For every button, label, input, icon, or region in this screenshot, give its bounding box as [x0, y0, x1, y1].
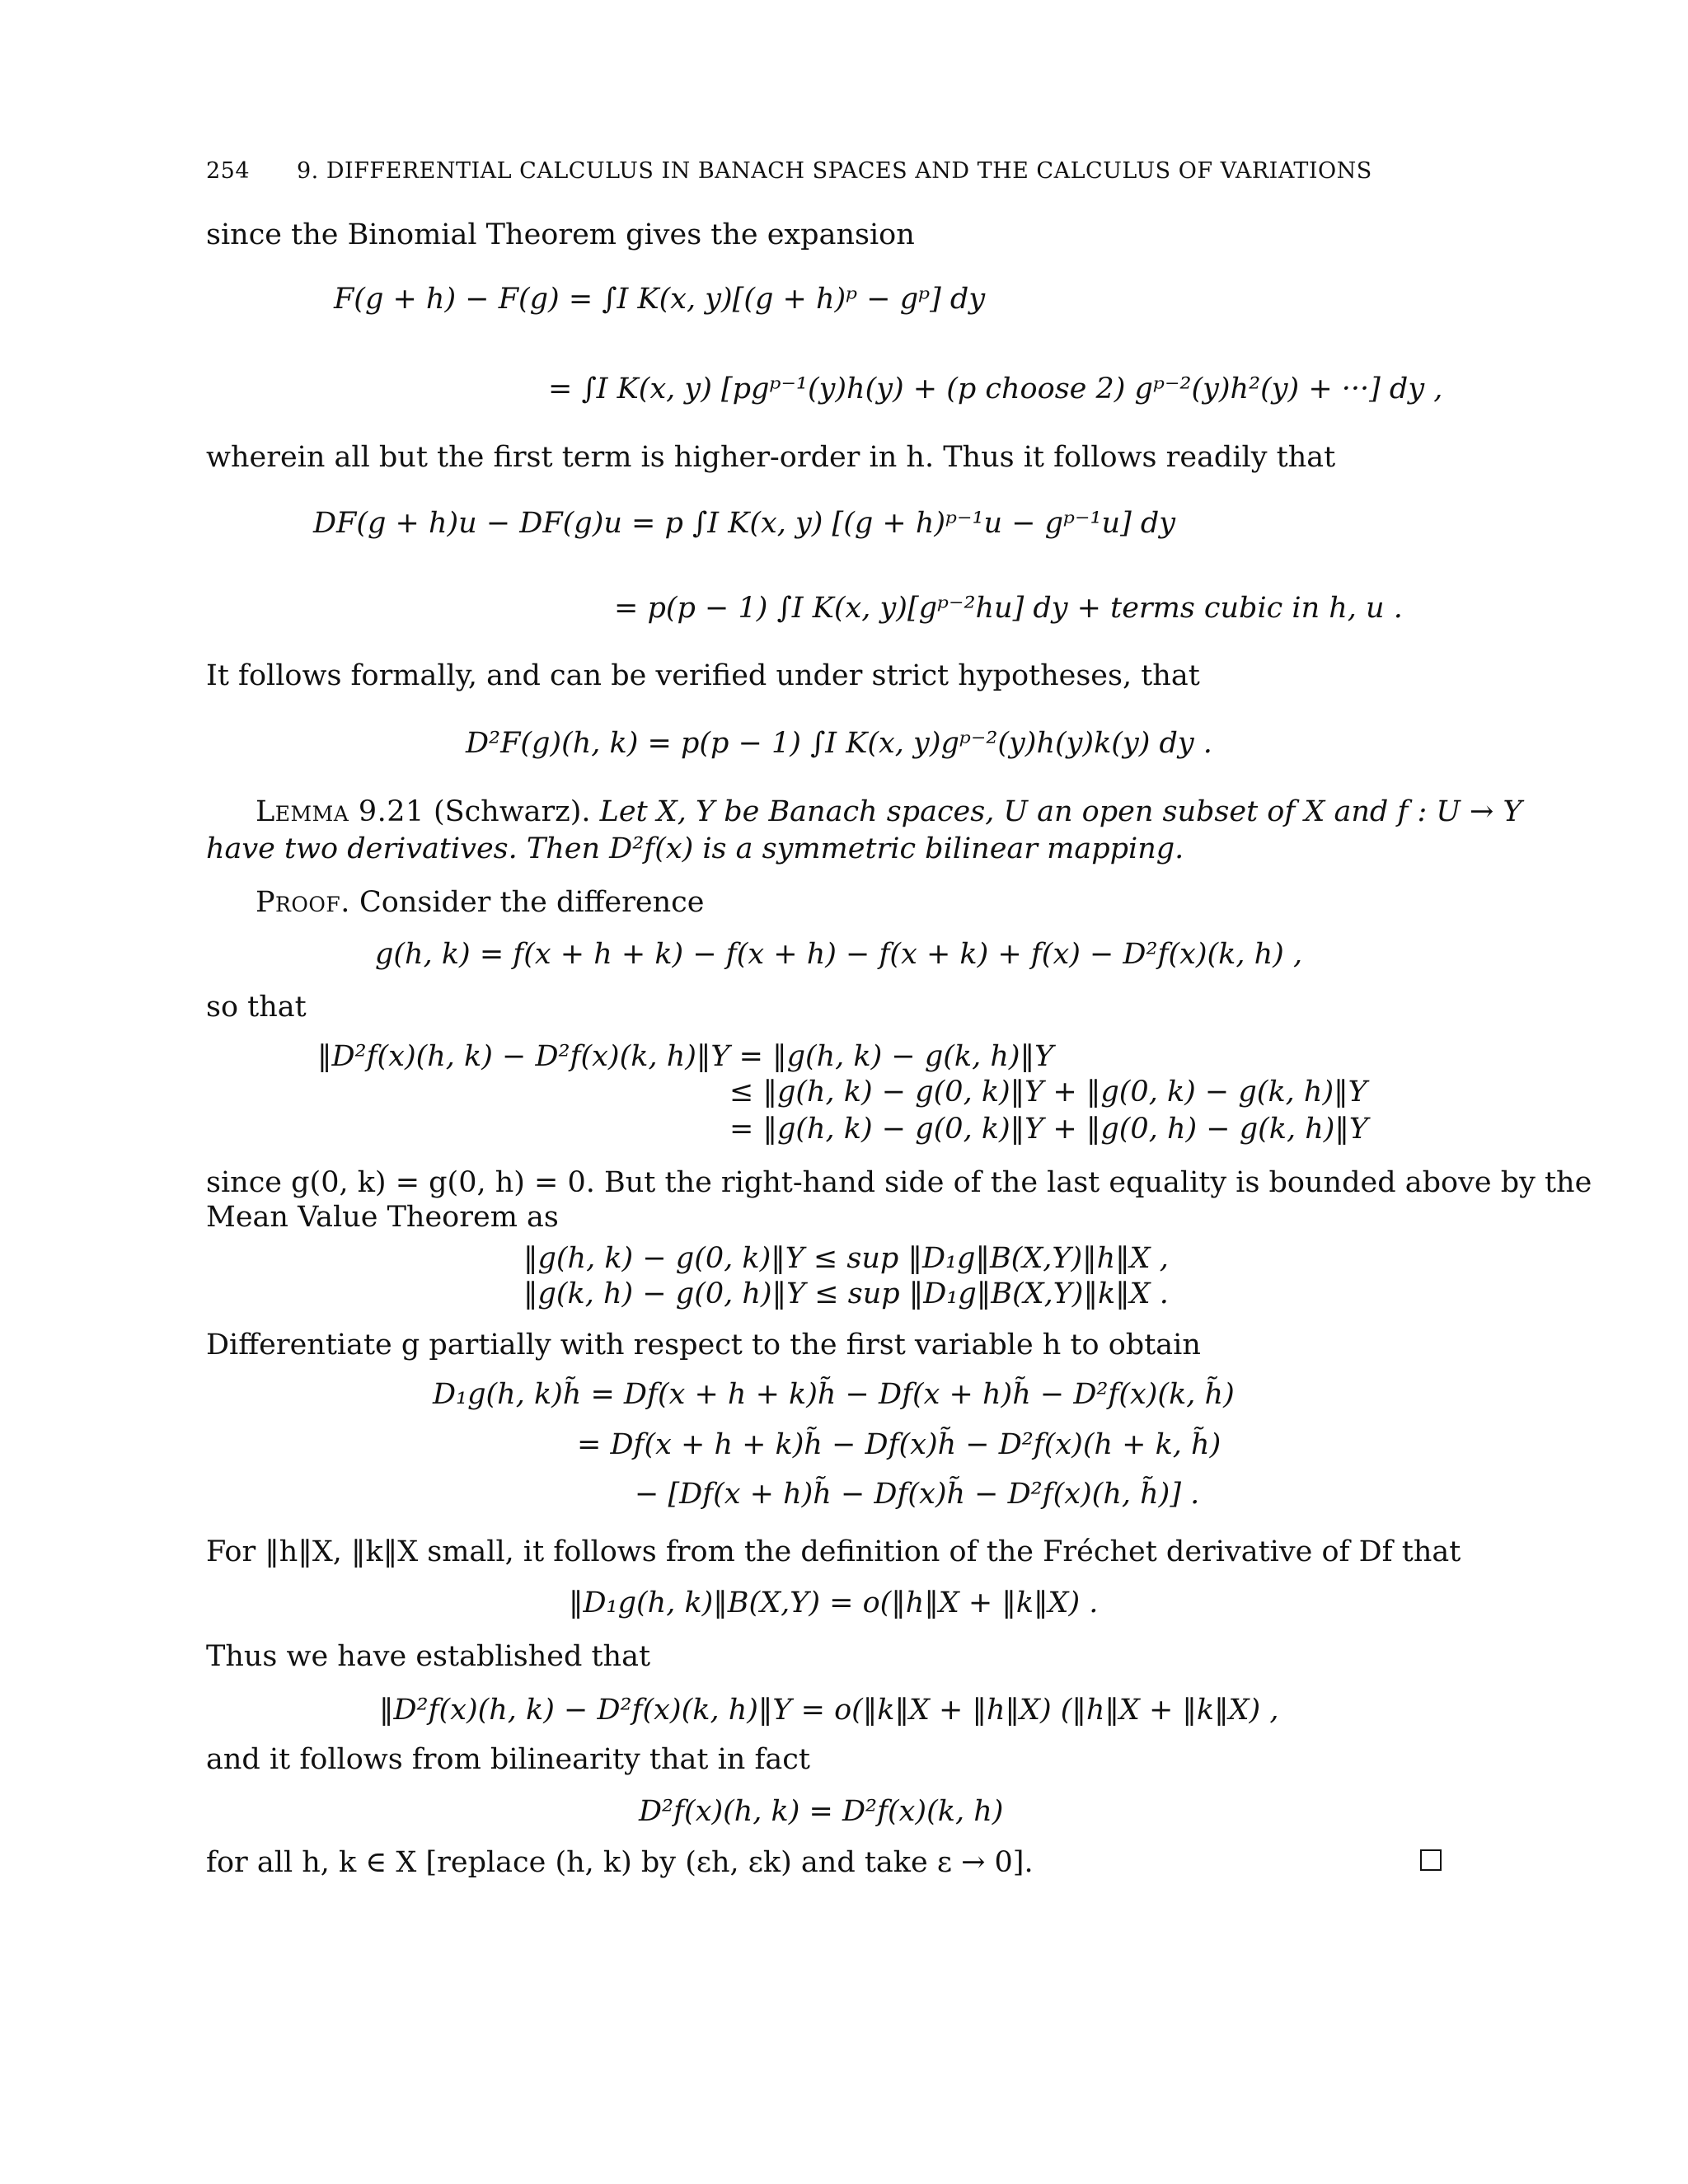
equation-7c: − [Df(x + h)h̃ − Df(x)h̃ − D²f(x)(h, h̃)] . [635, 1478, 1200, 1511]
paragraph-3: It follows formally, and can be verified under strict hypotheses, that [206, 659, 1200, 692]
proof-text: Consider the difference [359, 886, 705, 919]
equation-6b: ‖g(k, h) − g(0, h)‖Y ≤ sup ‖D₁g‖B(X,Y)‖k‖X . [523, 1277, 1169, 1310]
paragraph-4a: since g(0, k) = g(0, h) = 0. But the right-hand side of the last equality is bounded above by the [206, 1166, 1592, 1199]
equation-1b: = ∫I K(x, y) [pgᵖ⁻¹(y)h(y) + (p choose 2) gᵖ⁻²(y)h²(y) + ···] dy , [548, 373, 1443, 405]
lemma-name: (Schwarz). [433, 795, 591, 828]
equation-8: ‖D₁g(h, k)‖B(X,Y) = o(‖h‖X + ‖k‖X) . [569, 1586, 1099, 1619]
paragraph-9: for all h, k ∈ X [replace (h, k) by (εh, εk) and take ε → 0]. [206, 1846, 1034, 1879]
page-number: 254 [206, 158, 251, 184]
so-that: so that [206, 991, 307, 1024]
proof-start [256, 886, 704, 919]
lemma-line-1 [256, 795, 1522, 828]
equation-9: ‖D²f(x)(h, k) − D²f(x)(k, h)‖Y = o(‖k‖X + ‖h‖X) (‖h‖X + ‖k‖X) , [379, 1694, 1279, 1727]
paragraph-4b: Mean Value Theorem as [206, 1201, 559, 1234]
equation-2b: = p(p − 1) ∫I K(x, y)[gᵖ⁻²hu] dy + terms cubic in h, u . [614, 592, 1403, 625]
paragraph-7: Thus we have established that [206, 1640, 651, 1673]
equation-7a: D₁g(h, k)h̃ = Df(x + h + k)h̃ − Df(x + h)h̃ − D²f(x)(k, h̃) [433, 1378, 1235, 1411]
equation-5a: ‖D²f(x)(h, k) − D²f(x)(k, h)‖Y = ‖g(h, k) − g(k, h)‖Y [317, 1040, 1054, 1073]
equation-3: D²F(g)(h, k) = p(p − 1) ∫I K(x, y)gᵖ⁻²(y)h(y)k(y) dy . [466, 727, 1212, 760]
equation-10: D²f(x)(h, k) = D²f(x)(k, h) [639, 1795, 1004, 1828]
lemma-statement-1: Let X, Y be Banach spaces, U an open subset of X and f : U → Y [599, 795, 1522, 828]
running-header [206, 158, 1372, 184]
equation-6a: ‖g(h, k) − g(0, k)‖Y ≤ sup ‖D₁g‖B(X,Y)‖h‖X , [523, 1242, 1169, 1275]
equation-2a: DF(g + h)u − DF(g)u = p ∫I K(x, y) [(g + h)ᵖ⁻¹u − gᵖ⁻¹u] dy [313, 507, 1176, 540]
paragraph-6: For ‖h‖X, ‖k‖X small, it follows from the definition of the Fréchet derivative of Df that [206, 1535, 1461, 1568]
equation-1a: F(g + h) − F(g) = ∫I K(x, y)[(g + h)ᵖ − gᵖ] dy [334, 283, 986, 316]
running-title: 9. DIFFERENTIAL CALCULUS IN BANACH SPACES AND THE CALCULUS OF VARIATIONS [297, 158, 1372, 184]
paragraph-2: wherein all but the first term is higher-order in h. Thus it follows readily that [206, 441, 1336, 474]
qed-square-icon [1420, 1849, 1442, 1871]
equation-7b: = Df(x + h + k)h̃ − Df(x)h̃ − D²f(x)(h + k, h̃) [577, 1428, 1221, 1461]
paragraph-5: Differentiate g partially with respect to the first variable h to obtain [206, 1329, 1201, 1361]
equation-5b: ≤ ‖g(h, k) − g(0, k)‖Y + ‖g(0, k) − g(k, h)‖Y [729, 1076, 1367, 1108]
paragraph-1: since the Binomial Theorem gives the expansion [206, 218, 915, 251]
paragraph-8: and it follows from bilinearity that in fact [206, 1743, 810, 1776]
lemma-statement-2: have two derivatives. Then D²f(x) is a symmetric bilinear mapping. [206, 832, 1184, 865]
equation-5c: = ‖g(h, k) − g(0, k)‖Y + ‖g(0, h) − g(k, h)‖Y [729, 1113, 1369, 1146]
proof-label: Proof. [256, 886, 350, 919]
equation-4: g(h, k) = f(x + h + k) − f(x + h) − f(x + k) + f(x) − D²f(x)(k, h) , [375, 938, 1303, 971]
lemma-label: Lemma 9.21 [256, 795, 424, 828]
